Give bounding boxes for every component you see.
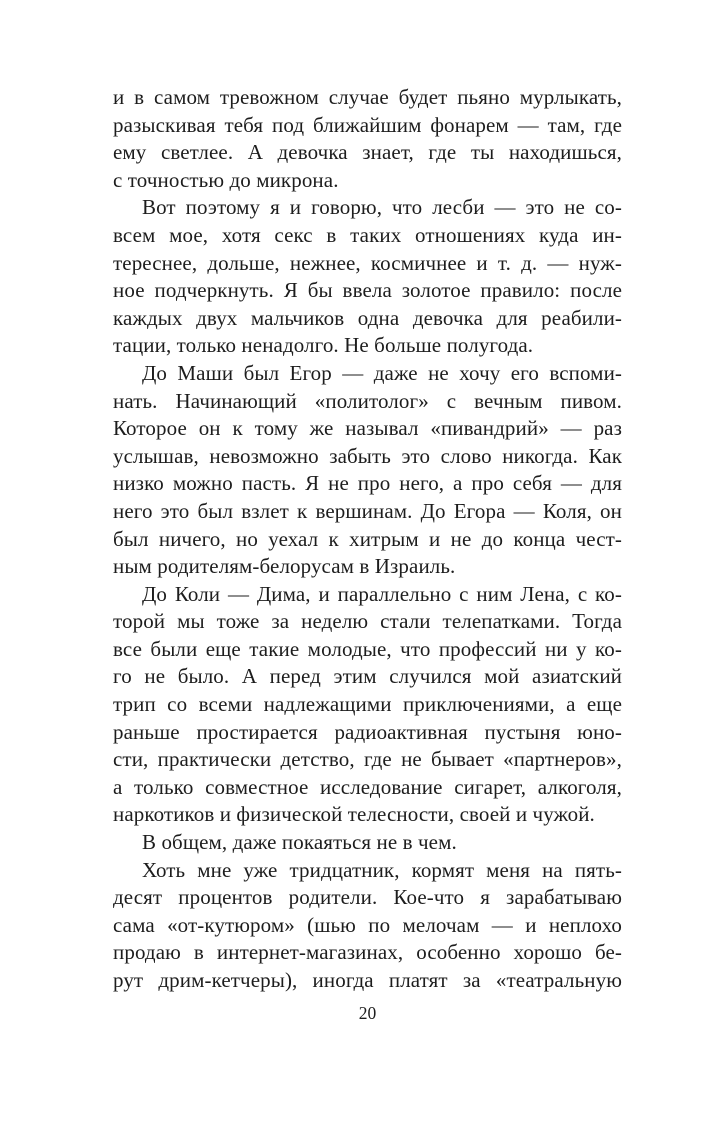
text-line: сама «от-кутюром» (шью по мелочам — и неплохо (113, 912, 622, 937)
text-line: До Коли — Дима, и параллельно с ним Лена, с ко- (142, 581, 622, 606)
text-line: с точностью до микрона. (113, 167, 339, 192)
text-line: тации, только ненадолго. Не больше полугода. (113, 333, 534, 358)
body-text (113, 84, 622, 995)
text-line: раньше простирается радиоактивная пустыня юно- (113, 719, 622, 744)
text-line: сти, практически детство, где не бывает «партнеров», (113, 747, 622, 772)
text-line: нать. Начинающий «политолог» с вечным пивом. (113, 388, 622, 413)
paragraph (113, 857, 622, 995)
text-line: рут дрим-кетчеры), иногда платят за «театральную (113, 968, 622, 992)
text-line: ему светлее. А девочка знает, где ты находишься, (113, 140, 622, 165)
paragraph (113, 360, 622, 581)
text-line: ным родителям-белорусам в Израиль. (113, 554, 456, 579)
text-line: До Маши был Егор — даже не хочу его вспоми- (142, 360, 622, 385)
text-line: низко можно пасть. Я не про него, а про себя — для (113, 471, 622, 496)
text-line: и в самом тревожном случае будет пьяно мурлыкать, (113, 85, 622, 109)
text-line: наркотиков и физической телесности, своей и чужой. (113, 802, 595, 827)
text-line: каждых двух мальчиков одна девочка для реабили- (113, 305, 622, 330)
text-line: все были еще такие молодые, что профессий ни у ко- (113, 636, 622, 661)
text-line: него это был взлет к вершинам. До Егора — Коля, он (113, 498, 622, 523)
text-line: услышав, невозможно забыть это слово никогда. Как (113, 443, 622, 468)
text-line: разыскивая тебя под ближайшим фонарем — там, где (113, 112, 622, 137)
paragraph (113, 581, 622, 829)
text-line: тереснее, дольше, нежнее, космичнее и т. д. — нуж- (113, 250, 622, 275)
paragraph (113, 194, 622, 360)
paragraph (113, 84, 622, 194)
text-line: го не было. А перед этим случился мой азиатский (113, 664, 622, 689)
text-line: а только совместное исследование сигарет, алкоголя, (113, 774, 622, 799)
text-line: Вот поэтому я и говорю, что лесби — это не со- (142, 195, 622, 220)
text-line: ное подчеркнуть. Я бы ввела золотое правило: после (113, 278, 622, 303)
text-line: трип со всеми надлежащими приключениями, а еще (113, 692, 622, 717)
text-line: продаю в интернет-магазинах, особенно хорошо бе- (113, 940, 622, 965)
text-line: десят процентов родители. Кое-что я зарабатываю (113, 885, 622, 910)
text-line: был ничего, но уехал к хитрым и не до конца чест- (113, 526, 622, 551)
text-line: торой мы тоже за неделю стали телепатками. Тогда (113, 609, 622, 634)
text-line: Которое он к тому же называл «пивандрий» — раз (113, 416, 622, 441)
page-number: 20 (358, 1003, 377, 1023)
text-line: В общем, даже покаяться не в чем. (142, 830, 457, 855)
paragraph (113, 829, 622, 857)
text-line: Хоть мне уже тридцатник, кормят меня на пять- (142, 857, 622, 882)
text-line: всем мое, хотя секс в таких отношениях куда ин- (113, 222, 622, 247)
